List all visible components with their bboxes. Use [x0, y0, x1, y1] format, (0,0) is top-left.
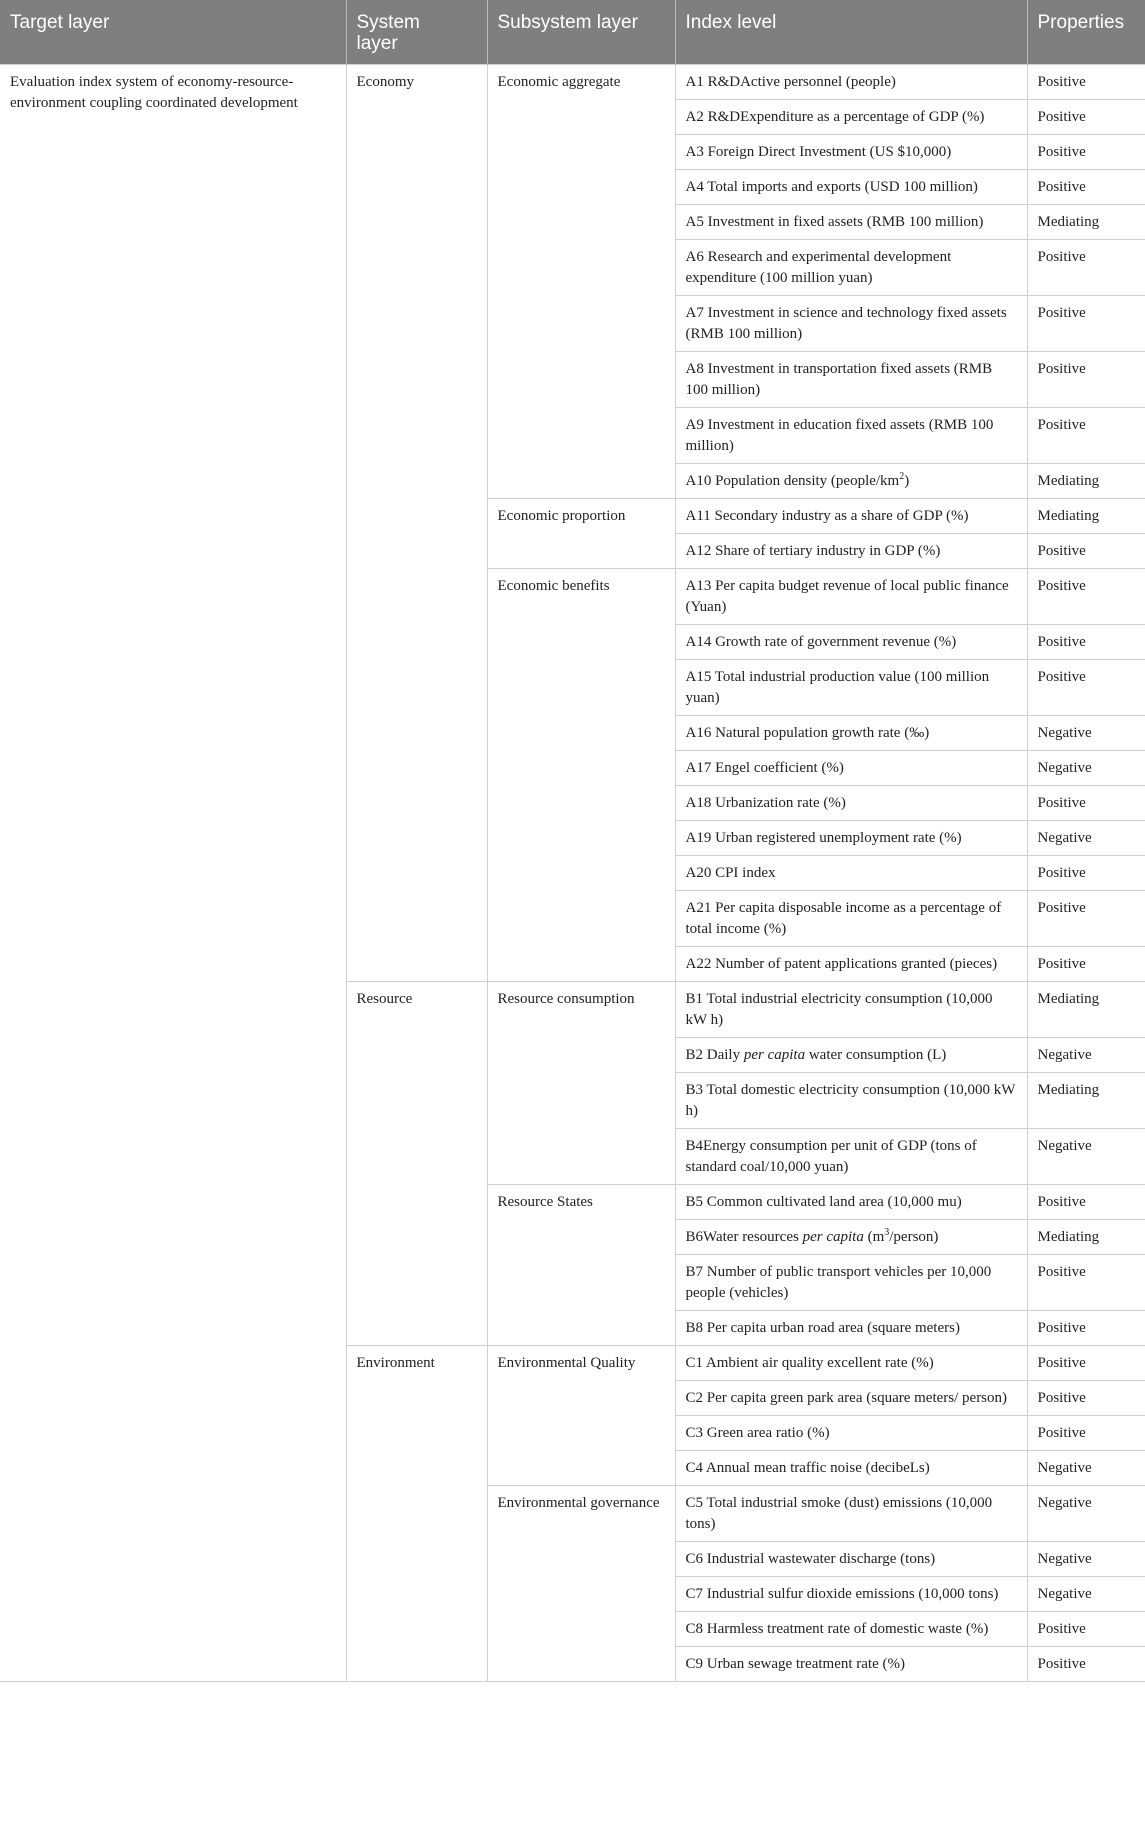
properties-cell: Positive: [1027, 890, 1145, 946]
properties-cell: Negative: [1027, 820, 1145, 855]
properties-cell: Positive: [1027, 1415, 1145, 1450]
subsystem-layer-cell: Economic benefits: [487, 568, 675, 981]
properties-cell: Negative: [1027, 1037, 1145, 1072]
properties-cell: Negative: [1027, 1541, 1145, 1576]
properties-cell: Positive: [1027, 624, 1145, 659]
index-level-cell: A20 CPI index: [675, 855, 1027, 890]
index-level-cell: A17 Engel coefficient (%): [675, 750, 1027, 785]
properties-cell: Positive: [1027, 407, 1145, 463]
subsystem-layer-cell: Resource States: [487, 1184, 675, 1345]
properties-cell: Positive: [1027, 659, 1145, 715]
properties-cell: Mediating: [1027, 981, 1145, 1037]
index-level-cell: A21 Per capita disposable income as a percentage of total income (%): [675, 890, 1027, 946]
properties-cell: Positive: [1027, 1310, 1145, 1345]
index-level-cell: A13 Per capita budget revenue of local public finance (Yuan): [675, 568, 1027, 624]
header-properties: Properties: [1027, 0, 1145, 64]
properties-cell: Negative: [1027, 715, 1145, 750]
properties-cell: Positive: [1027, 1254, 1145, 1310]
properties-cell: Positive: [1027, 1611, 1145, 1646]
index-level-cell: C4 Annual mean traffic noise (decibeLs): [675, 1450, 1027, 1485]
properties-cell: Positive: [1027, 134, 1145, 169]
index-level-cell: A3 Foreign Direct Investment (US $10,000): [675, 134, 1027, 169]
index-level-cell: B4Energy consumption per unit of GDP (tons of standard coal/10,000 yuan): [675, 1128, 1027, 1184]
index-level-cell: A15 Total industrial production value (100 million yuan): [675, 659, 1027, 715]
index-level-cell: A9 Investment in education fixed assets (RMB 100 million): [675, 407, 1027, 463]
properties-cell: Positive: [1027, 785, 1145, 820]
system-layer-cell: Economy: [346, 64, 487, 981]
properties-cell: Negative: [1027, 1576, 1145, 1611]
index-level-cell: A18 Urbanization rate (%): [675, 785, 1027, 820]
system-layer-cell: Environment: [346, 1345, 487, 1681]
index-level-cell: A2 R&DExpenditure as a percentage of GDP (%): [675, 99, 1027, 134]
index-level-cell: B6Water resources per capita $(m^3/person)$: [675, 1219, 1027, 1254]
header-system-layer: System layer: [346, 0, 487, 64]
system-layer-cell: Resource: [346, 981, 487, 1345]
properties-cell: Positive: [1027, 1345, 1145, 1380]
index-level-cell: A16 Natural population growth rate (‰): [675, 715, 1027, 750]
properties-cell: Positive: [1027, 169, 1145, 204]
index-level-cell: A11 Secondary industry as a share of GDP (%): [675, 498, 1027, 533]
properties-cell: Mediating: [1027, 1072, 1145, 1128]
index-level-cell: A12 Share of tertiary industry in GDP (%): [675, 533, 1027, 568]
subsystem-layer-cell: Environmental Quality: [487, 1345, 675, 1485]
properties-cell: Positive: [1027, 533, 1145, 568]
index-level-cell: A1 R&DActive personnel (people): [675, 64, 1027, 99]
properties-cell: Positive: [1027, 568, 1145, 624]
index-level-cell: A10 Population density $(people/km^2)$: [675, 463, 1027, 498]
header-target-layer: Target layer: [0, 0, 346, 64]
index-level-cell: C6 Industrial wastewater discharge (tons): [675, 1541, 1027, 1576]
header-row: [0, 0, 1145, 64]
properties-cell: Mediating: [1027, 498, 1145, 533]
properties-cell: Positive: [1027, 1184, 1145, 1219]
subsystem-layer-cell: Economic aggregate: [487, 64, 675, 498]
index-level-cell: B8 Per capita urban road area (square meters): [675, 1310, 1027, 1345]
properties-cell: Positive: [1027, 351, 1145, 407]
index-level-cell: C7 Industrial sulfur dioxide emissions (10,000 tons): [675, 1576, 1027, 1611]
index-level-cell: A5 Investment in fixed assets (RMB 100 million): [675, 204, 1027, 239]
subsystem-layer-cell: Economic proportion: [487, 498, 675, 568]
subsystem-layer-cell: Resource consumption: [487, 981, 675, 1184]
properties-cell: Negative: [1027, 750, 1145, 785]
index-level-cell: C2 Per capita green park area (square meters/ person): [675, 1380, 1027, 1415]
table-body: [0, 64, 1145, 1681]
properties-cell: Positive: [1027, 1646, 1145, 1681]
index-level-cell: A4 Total imports and exports (USD 100 million): [675, 169, 1027, 204]
properties-cell: Positive: [1027, 946, 1145, 981]
header-subsystem-layer: Subsystem layer: [487, 0, 675, 64]
properties-cell: Positive: [1027, 855, 1145, 890]
index-level-cell: A6 Research and experimental development expenditure (100 million yuan): [675, 239, 1027, 295]
index-level-cell: B5 Common cultivated land area (10,000 mu): [675, 1184, 1027, 1219]
index-level-cell: A8 Investment in transportation fixed assets (RMB 100 million): [675, 351, 1027, 407]
index-level-cell: C5 Total industrial smoke (dust) emissions (10,000 tons): [675, 1485, 1027, 1541]
properties-cell: Mediating: [1027, 1219, 1145, 1254]
index-level-cell: A7 Investment in science and technology fixed assets (RMB 100 million): [675, 295, 1027, 351]
properties-cell: Negative: [1027, 1485, 1145, 1541]
target-layer-cell: Evaluation index system of economy-resource-environment coupling coordinated development: [0, 64, 346, 1681]
properties-cell: Negative: [1027, 1128, 1145, 1184]
properties-cell: Mediating: [1027, 463, 1145, 498]
index-level-cell: C8 Harmless treatment rate of domestic waste (%): [675, 1611, 1027, 1646]
index-level-cell: A19 Urban registered unemployment rate (%): [675, 820, 1027, 855]
index-level-cell: B3 Total domestic electricity consumption (10,000 kW h): [675, 1072, 1027, 1128]
index-level-cell: C1 Ambient air quality excellent rate (%): [675, 1345, 1027, 1380]
index-level-cell: C9 Urban sewage treatment rate (%): [675, 1646, 1027, 1681]
index-level-cell: C3 Green area ratio (%): [675, 1415, 1027, 1450]
properties-cell: Positive: [1027, 239, 1145, 295]
index-level-cell: B1 Total industrial electricity consumption (10,000 kW h): [675, 981, 1027, 1037]
index-level-cell: A22 Number of patent applications granted (pieces): [675, 946, 1027, 981]
table-row: [0, 64, 1145, 99]
index-level-cell: B7 Number of public transport vehicles per 10,000 people (vehicles): [675, 1254, 1027, 1310]
subsystem-layer-cell: Environmental governance: [487, 1485, 675, 1681]
properties-cell: Positive: [1027, 99, 1145, 134]
index-level-cell: B2 Daily per capita water consumption (L): [675, 1037, 1027, 1072]
properties-cell: Positive: [1027, 295, 1145, 351]
header-index-level: Index level: [675, 0, 1027, 64]
index-level-cell: A14 Growth rate of government revenue (%): [675, 624, 1027, 659]
table-header: [0, 0, 1145, 64]
properties-cell: Mediating: [1027, 204, 1145, 239]
properties-cell: Negative: [1027, 1450, 1145, 1485]
properties-cell: Positive: [1027, 64, 1145, 99]
properties-cell: Positive: [1027, 1380, 1145, 1415]
